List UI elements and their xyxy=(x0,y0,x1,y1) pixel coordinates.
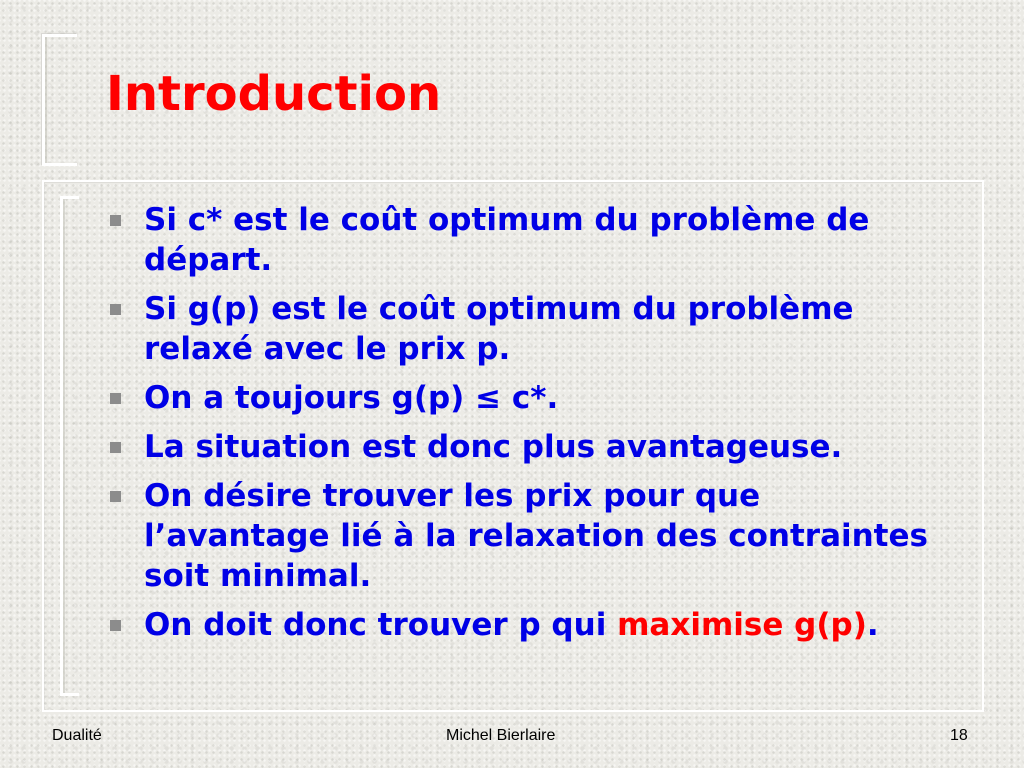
footer-course-title: Dualité xyxy=(52,727,102,744)
title-bracket-decoration xyxy=(42,34,77,166)
bullet-text: On a toujours g(p) ≤ c*. xyxy=(144,380,559,416)
bullet-text: Si c* est le coût optimum du problème de départ. xyxy=(144,202,870,278)
bullet-item xyxy=(104,200,944,280)
footer-author: Michel Bierlaire xyxy=(446,727,556,744)
bullet-highlight: maximise g(p) xyxy=(617,607,867,643)
bullet-text: La situation est donc plus avantageuse. xyxy=(144,429,843,465)
side-bracket-decoration xyxy=(60,196,79,696)
bullet-item xyxy=(104,378,944,418)
bullet-list xyxy=(104,200,944,654)
bullet-item xyxy=(104,605,944,645)
square-bullet-icon xyxy=(110,215,121,226)
bullet-item xyxy=(104,289,944,369)
bullet-item xyxy=(104,476,944,596)
square-bullet-icon xyxy=(110,442,121,453)
bullet-item xyxy=(104,427,944,467)
bullet-text-after: . xyxy=(866,607,879,643)
square-bullet-icon xyxy=(110,491,121,502)
square-bullet-icon xyxy=(110,393,121,404)
bullet-text-before: On doit donc trouver p qui xyxy=(144,607,618,643)
bullet-text: On désire trouver les prix pour que l’avantage lié à la relaxation des contraintes soit minimal. xyxy=(144,478,928,594)
footer-page-number: 18 xyxy=(950,727,968,744)
square-bullet-icon xyxy=(110,620,121,631)
bullet-text: Si g(p) est le coût optimum du problème relaxé avec le prix p. xyxy=(144,291,854,367)
square-bullet-icon xyxy=(110,304,121,315)
slide-title: Introduction xyxy=(106,66,442,122)
